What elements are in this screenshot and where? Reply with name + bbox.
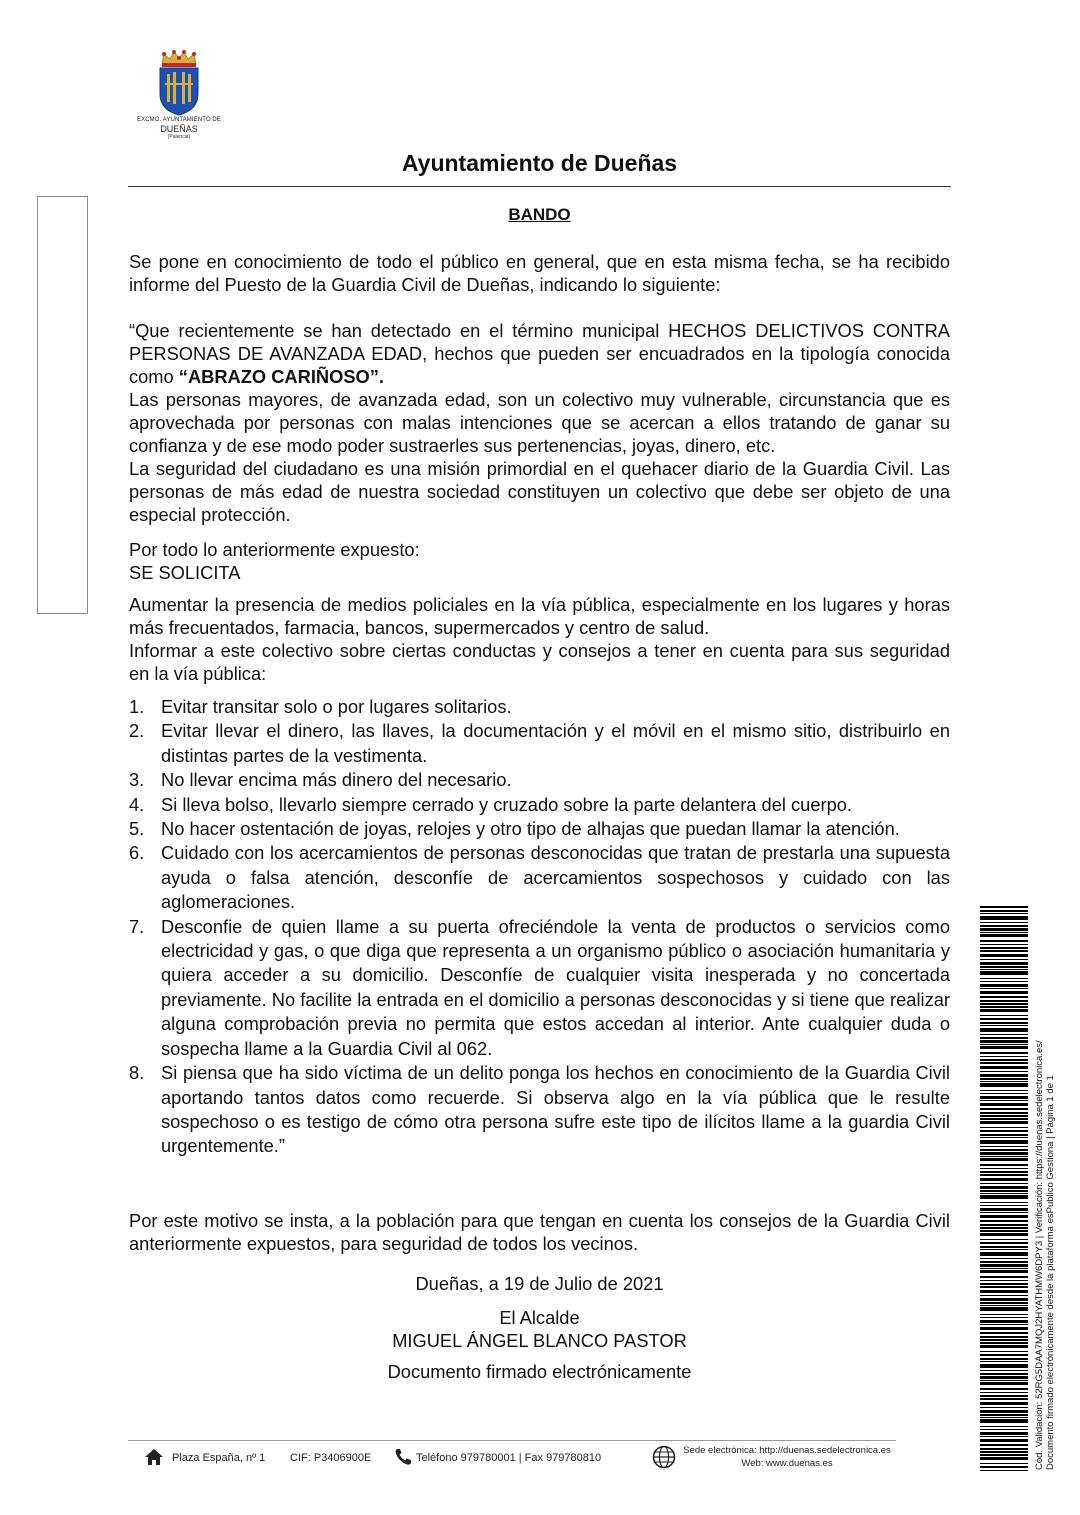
barcode-bar <box>980 1083 1028 1087</box>
closing-paragraph: Por este motivo se insta, a la población para que tengan en cuenta los consejos de la Guardia Civil anteriormente expuestos, para seguridad de todos los vecinos. <box>129 1210 950 1254</box>
list-item-text: No llevar encima más dinero del necesario. <box>161 769 512 791</box>
barcode-bar <box>980 1436 1028 1437</box>
barcode-bar <box>980 1037 1028 1039</box>
barcode-bar <box>980 1307 1028 1311</box>
barcode-bar <box>980 1018 1028 1020</box>
barcode-bar <box>980 1118 1028 1120</box>
barcode-bar <box>980 1388 1028 1390</box>
list-item <box>129 695 950 719</box>
quote-block <box>129 319 950 526</box>
solicita-line-1: Por todo lo anteriormente expuesto: <box>129 539 420 560</box>
barcode-bar <box>980 1336 1028 1338</box>
barcode-bar <box>980 959 1028 960</box>
barcode-bar <box>980 1470 1028 1471</box>
barcode-bar <box>980 1121 1028 1124</box>
footer-address: Plaza España, nº 1 <box>172 1452 266 1464</box>
list-item-number: 4. <box>129 793 145 815</box>
barcode-bar <box>980 1078 1028 1080</box>
barcode-bar <box>980 1208 1028 1211</box>
list-item-number: 2. <box>129 720 145 742</box>
barcode-bar <box>980 944 1028 945</box>
barcode-bar <box>980 1327 1028 1330</box>
barcode-bar <box>980 1140 1028 1144</box>
barcode-bar <box>980 1345 1028 1348</box>
barcode-bar <box>980 1286 1028 1288</box>
barcode-bar <box>980 1044 1028 1045</box>
barcode-bar <box>980 1220 1028 1222</box>
barcode-bar <box>980 1314 1028 1315</box>
advice-list <box>129 695 950 1159</box>
barcode-bar <box>980 1410 1028 1413</box>
quote-bold-term: “ABRAZO CARIÑOSO”. <box>178 366 384 387</box>
barcode-bar <box>980 928 1028 931</box>
barcode-bar <box>980 954 1028 957</box>
barcode-bar <box>980 1081 1028 1082</box>
list-item <box>129 719 950 768</box>
barcode-bar <box>980 1439 1028 1442</box>
barcode-bar <box>980 1052 1028 1054</box>
barcode-bar <box>980 1090 1028 1091</box>
barcode-bar <box>980 966 1028 968</box>
list-item-number: 7. <box>129 915 145 937</box>
barcode-bar <box>980 1280 1028 1281</box>
list-item-text: No hacer ostentación de joyas, relojes y otro tipo de alhajas que puedan llamar la atención. <box>161 818 900 840</box>
barcode-bar <box>980 925 1028 927</box>
list-item <box>129 793 950 817</box>
barcode-bar <box>980 984 1028 987</box>
barcode-bar <box>980 1414 1028 1416</box>
barcode-bar <box>980 1402 1028 1405</box>
list-item <box>129 1061 950 1159</box>
municipal-crest <box>128 50 230 148</box>
barcode-bar <box>980 1454 1028 1456</box>
barcode-bar <box>980 1466 1028 1468</box>
barcode-bar <box>980 1028 1028 1032</box>
barcode-bar <box>980 1093 1028 1094</box>
home-icon <box>144 1447 164 1467</box>
barcode-bar <box>980 1115 1028 1117</box>
barcode-bar <box>980 1242 1028 1244</box>
barcode-bar <box>980 1302 1028 1304</box>
globe-icon <box>652 1445 676 1469</box>
barcode-bar <box>980 910 1028 912</box>
barcode-bar <box>980 1268 1028 1269</box>
barcode-bar <box>980 991 1028 994</box>
barcode-bar <box>980 1407 1028 1408</box>
footer-sede-link[interactable]: Sede electrónica: http://duenas.sedelectronica.es <box>683 1445 891 1456</box>
barcode-bar <box>980 1195 1028 1199</box>
barcode-bar <box>980 1380 1028 1381</box>
barcode-bar <box>980 1034 1028 1035</box>
list-item-number: 5. <box>129 818 145 840</box>
footer-cif: CIF: P3406900E <box>290 1452 372 1464</box>
barcode-bar <box>980 978 1028 979</box>
barcode-bar <box>980 1046 1028 1049</box>
quote-paragraph-2: Las personas mayores, de avanzada edad, son un colectivo muy vulnerable, circunstancia que es aprovechada por personas con malas intenciones que se acercan a ellos tratando de ganar su confianza y de ese modo poder sustraerles sus pertenencias, joyas, dinero, etc. <box>129 389 950 456</box>
signer-role: El Alcalde <box>499 1307 580 1328</box>
footer-web-block <box>680 1444 894 1470</box>
barcode-bar <box>980 1040 1028 1043</box>
barcode-bar <box>980 913 1028 914</box>
barcode-bar <box>980 1457 1028 1460</box>
barcode-bar <box>980 1283 1028 1285</box>
footer-phone: Teléfono 979780001 | Fax 979780810 <box>416 1452 602 1464</box>
barcode-bar <box>980 1022 1028 1024</box>
barcode-bar <box>980 1183 1028 1184</box>
verification-barcode <box>980 906 1028 1471</box>
solicita-line-2: SE SOLICITA <box>129 562 241 583</box>
barcode-bar <box>980 1212 1028 1213</box>
barcode-bar <box>980 1100 1028 1101</box>
barcode-bar <box>980 1178 1028 1181</box>
barcode-bar <box>980 1000 1028 1002</box>
barcode-bar <box>980 1193 1028 1194</box>
list-item-text: Si lleva bolso, llevarlo siempre cerrado y cruzado sobre la parte delantera del cuerpo. <box>161 793 852 815</box>
barcode-bar <box>980 1364 1028 1368</box>
coat-of-arms-icon <box>154 50 204 116</box>
margin-placeholder-box <box>37 196 88 614</box>
barcode-bar <box>980 1230 1028 1232</box>
quote-paragraph-1: “Que recientemente se han detectado en el término municipal HECHOS DELICTIVOS CONTRA PERSONAS DE AVANZADA EDAD, hechos que pueden ser encuadrados en la tipología conocida como <box>129 320 950 387</box>
barcode-bar <box>980 1062 1028 1064</box>
barcode-bar <box>980 1006 1028 1008</box>
barcode-bar <box>980 1171 1028 1173</box>
barcode-bar <box>980 1358 1028 1360</box>
barcode-bar <box>980 1419 1028 1423</box>
barcode-bar <box>980 1174 1028 1176</box>
list-item-text: Evitar transitar solo o por lugares solitarios. <box>161 696 512 717</box>
barcode-bar <box>980 1059 1028 1061</box>
barcode-bar <box>980 1137 1028 1138</box>
barcode-bar <box>980 1074 1028 1077</box>
barcode-bar <box>980 1305 1028 1306</box>
barcode-bar <box>980 1444 1028 1446</box>
barcode-bar <box>980 1112 1028 1114</box>
barcode-bar <box>980 1361 1028 1362</box>
barcode-bar <box>980 1324 1028 1325</box>
barcode-bar <box>980 1215 1028 1218</box>
barcode-bar <box>980 1233 1028 1236</box>
crest-caption-line3: (Palencia) <box>167 134 191 140</box>
barcode-bar <box>980 1130 1028 1132</box>
barcode-bar <box>980 1376 1028 1379</box>
barcode-bar <box>980 1332 1028 1334</box>
list-item <box>129 915 950 1061</box>
header-divider <box>128 186 951 187</box>
list-item-text: Si piensa que ha sido víctima de un delito ponga los hechos en conocimiento de la Guardia Civil aportando tantos datos como recuerde. Si observa algo en la vía pública que le resulte sospechoso o es testigo de cómo otra persona sufre este tipo de ilícitos llame a la guardia Civil urgentemente.” <box>161 1062 950 1157</box>
barcode-bar <box>980 1392 1028 1393</box>
barcode-bar <box>980 1276 1028 1278</box>
barcode-bar <box>980 1395 1028 1397</box>
barcode-bar <box>980 1463 1028 1464</box>
barcode-bar <box>980 1134 1028 1136</box>
barcode-bar <box>980 1429 1028 1430</box>
barcode-bar <box>980 1370 1028 1371</box>
barcode-bar <box>980 1320 1028 1323</box>
list-item-text: Desconfie de quien llame a su puerta ofreciéndole la venta de productos o servicios como electricidad y gas, o que diga que representa a un organismo público o asociación humanitaria y quiera acceder a su domicilio. Desconfíe de cualquier visita inesperada y no concertada previamente. No facilite la entrada en el domicilio a personas desconocidas y si tiene que realizar alguna comprobación previa no permita que estos accedan al interior. Ante cualquier duda o sospecha llame a la Guardia Civil al 062. <box>161 915 950 1059</box>
list-item <box>129 768 950 792</box>
barcode-bar <box>980 947 1028 949</box>
barcode-bar <box>980 1149 1028 1151</box>
barcode-bar <box>980 1258 1028 1259</box>
barcode-bar <box>980 1190 1028 1192</box>
signature-note: Documento firmado electrónicamente <box>387 1361 692 1382</box>
barcode-bar <box>980 969 1028 970</box>
barcode-bar <box>980 1426 1028 1427</box>
barcode-bar <box>980 922 1028 923</box>
barcode-bar <box>980 1373 1028 1375</box>
barcode-bar <box>980 906 1028 908</box>
list-item <box>129 817 950 841</box>
barcode-bar <box>980 1227 1028 1229</box>
barcode-bar <box>980 1224 1028 1226</box>
quote-paragraph-3: La seguridad del ciudadano es una misión primordial en el quehacer diario de la Guardia Civil. Las personas de más edad de nuestra sociedad constituyen un colectivo que debe ser objeto de una especial protección. <box>129 458 950 525</box>
barcode-bar <box>980 1339 1028 1341</box>
barcode-bar <box>980 1146 1028 1147</box>
request-paragraph-2: Informar a este colectivo sobre ciertas conductas y consejos a tener en cuenta para sus seguridad en la vía pública: <box>129 640 950 684</box>
barcode-bar <box>980 1056 1028 1057</box>
document-heading: BANDO <box>508 205 571 224</box>
barcode-bar <box>980 1164 1028 1166</box>
barcode-bar <box>980 1295 1028 1296</box>
barcode-bar <box>980 1108 1028 1110</box>
barcode-bar <box>980 1246 1028 1248</box>
barcode-bar <box>980 988 1028 989</box>
barcode-bar <box>980 996 1028 998</box>
barcode-bar <box>980 1103 1028 1106</box>
list-item-number: 6. <box>129 842 145 864</box>
barcode-bar <box>980 1096 1028 1099</box>
document-header-title: Ayuntamiento de Dueñas <box>401 150 678 176</box>
barcode-bar <box>980 1127 1028 1128</box>
barcode-bar <box>980 1317 1028 1318</box>
barcode-bar <box>980 1205 1028 1206</box>
solicita-block <box>129 538 950 584</box>
barcode-bar <box>980 1009 1028 1012</box>
barcode-bar <box>980 971 1028 975</box>
footer-web-link[interactable]: Web: www.duenas.es <box>741 1458 833 1469</box>
document-date: Dueñas, a 19 de Julio de 2021 <box>415 1273 664 1294</box>
barcode-bar <box>980 1071 1028 1072</box>
page-footer <box>128 1444 908 1474</box>
verification-line-1[interactable]: Cód. Validación: 52RG5DAA7MQJ2HYATHMW6DPY3 | Verificación: https://duenas.sedelectronica.es/ <box>1034 1040 1045 1470</box>
phone-icon <box>394 1448 412 1466</box>
barcode-bar <box>980 1168 1028 1169</box>
barcode-bar <box>980 1003 1028 1005</box>
barcode-bar <box>980 1451 1028 1453</box>
barcode-bar <box>980 1354 1028 1356</box>
verification-text <box>1034 910 1056 1470</box>
barcode-bar <box>980 916 1028 920</box>
verification-line-2: Documento firmado electrónicamente desde la plataforma esPublico Gestiona | Página 1 de 1 <box>1045 1075 1056 1470</box>
barcode-bar <box>980 1252 1028 1256</box>
barcode-bar <box>980 1298 1028 1301</box>
request-paragraph-1: Aumentar la presencia de medios policiales en la vía pública, especialmente en los lugares y horas más frecuentados, farmacia, bancos, supermercados y centro de salud. <box>129 594 950 638</box>
barcode-bar <box>980 1417 1028 1418</box>
barcode-bar <box>980 1261 1028 1263</box>
list-item-number: 8. <box>129 1062 145 1084</box>
barcode-bar <box>980 1342 1028 1344</box>
signer-name: MIGUEL ÁNGEL BLANCO PASTOR <box>392 1330 687 1351</box>
barcode-bar <box>980 1382 1028 1385</box>
barcode-bar <box>980 932 1028 933</box>
barcode-bar <box>980 1249 1028 1250</box>
barcode-bar <box>980 1156 1028 1157</box>
list-item-number: 3. <box>129 769 145 791</box>
list-item-text: Cuidado con los acercamientos de personas desconocidas que tratan de prestarla una supuesta ayuda o falsa atención, desconfíe de acercamientos sospechosos y cuidado con las aglomeraciones. <box>161 842 950 913</box>
crest-caption-line2: DUEÑAS <box>160 124 198 134</box>
barcode-bar <box>980 1015 1028 1016</box>
barcode-bar <box>980 1186 1028 1189</box>
barcode-bar <box>980 934 1028 937</box>
barcode-bar <box>980 981 1028 982</box>
barcode-bar <box>980 940 1028 942</box>
barcode-bar <box>980 1398 1028 1400</box>
list-item <box>129 841 950 914</box>
barcode-bar <box>980 1290 1028 1293</box>
requests-block <box>129 593 950 685</box>
intro-paragraph: Se pone en conocimiento de todo el público en general, que en esta misma fecha, se ha recibido informe del Puesto de la Guardia Civil de Dueñas, indicando lo siguiente: <box>129 251 950 295</box>
barcode-bar <box>980 1158 1028 1161</box>
barcode-bar <box>980 1432 1028 1435</box>
barcode-bar <box>980 1239 1028 1240</box>
barcode-bar <box>980 1025 1028 1026</box>
barcode-bar <box>980 962 1028 965</box>
barcode-bar <box>980 1066 1028 1069</box>
barcode-bar <box>980 1351 1028 1352</box>
crest-caption-line1: EXCMO. AYUNTAMIENTO DE <box>137 117 221 123</box>
barcode-bar <box>980 1448 1028 1450</box>
barcode-bar <box>980 1270 1028 1273</box>
barcode-bar <box>980 950 1028 952</box>
footer-divider <box>128 1440 896 1441</box>
barcode-bar <box>980 1264 1028 1267</box>
list-item-text: Evitar llevar el dinero, las llaves, la documentación y el móvil en el mismo sitio, distribuirlo en distintas partes de la vestimenta. <box>161 720 950 766</box>
list-item-number: 1. <box>129 696 145 717</box>
barcode-bar <box>980 1202 1028 1203</box>
barcode-bar <box>980 1152 1028 1155</box>
